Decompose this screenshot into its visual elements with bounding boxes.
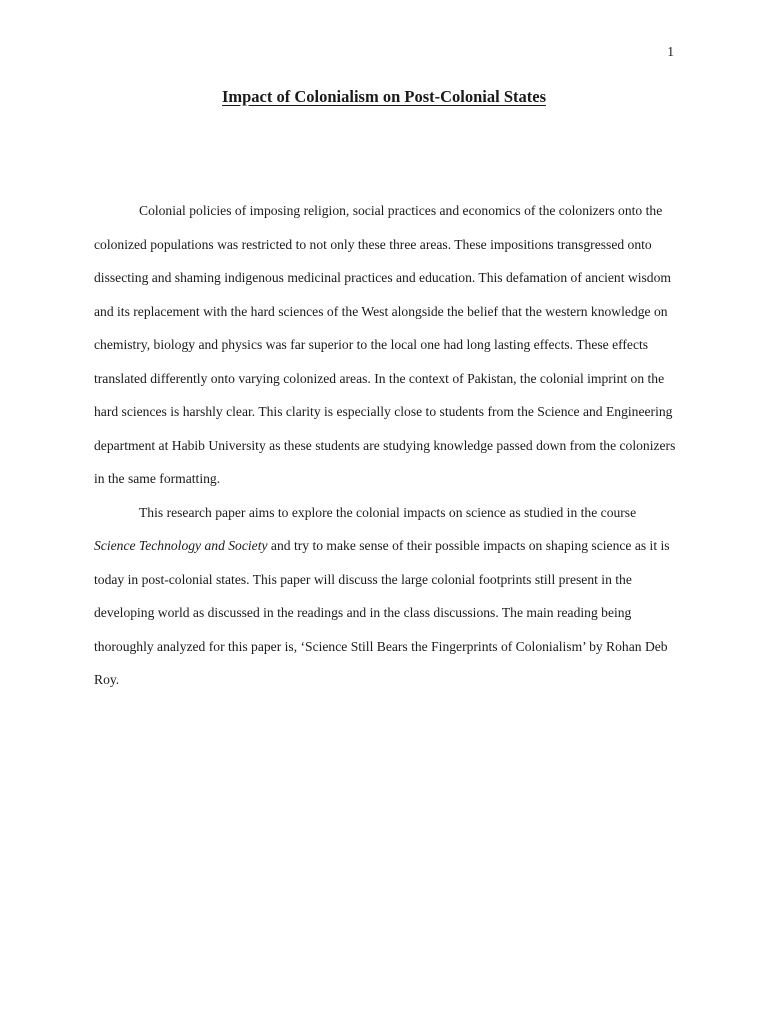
page-number: 1 xyxy=(667,44,674,59)
paragraph-1: Colonial policies of imposing religion, social practices and economics of the colonizers onto the colonized populations was restricted to not only these three areas. These impositions transgressed onto dissecting and shaming indigenous medicinal practices and education. This defamation of ancient wisdom and its replacement with the hard sciences of the West alongside the belief that the western knowledge on chemistry, biology and physics was far superior to the local one had long lasting effects. These effects translated differently onto varying colonized areas. In the context of Pakistan, the colonial imprint on the hard sciences is harshly clear. This clarity is especially close to students from the Science and Engineering department at Habib University as these students are studying knowledge passed down from the colonizers in the same formatting. xyxy=(94,203,676,486)
paragraph-2-text-start: This research paper aims to explore the colonial impacts on science as studied in the course xyxy=(139,504,637,520)
course-title-italic: Science Technology and Society xyxy=(94,538,268,553)
document-title: Impact of Colonialism on Post-Colonial States xyxy=(221,87,547,106)
paragraph-2-text-end: and try to make sense of their possible impacts on shaping science as it is today in post-colonial states. This paper will discuss the large colonial footprints still present in the developing world as discussed in the readings and in the class discussions. The main reading being thoroughly analyzed for this paper is, ‘Science Still Bears the Fingerprints of Colonialism’ by Rohan Deb Roy. xyxy=(94,538,670,687)
document-body xyxy=(94,194,678,697)
paragraph-2 xyxy=(94,496,678,697)
